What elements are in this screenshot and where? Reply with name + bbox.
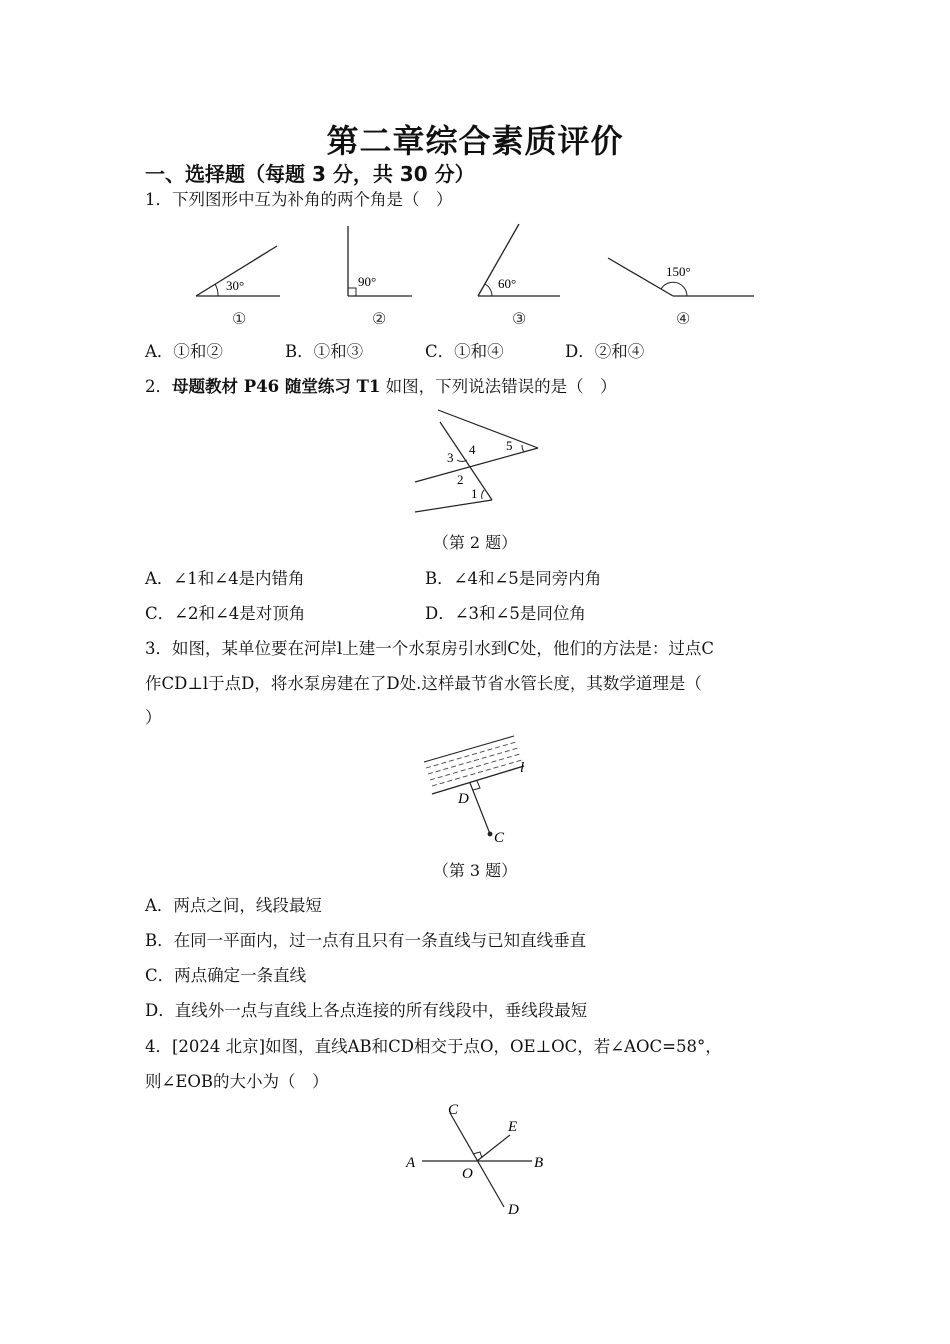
angle-60-figure [478, 224, 560, 328]
page-title: 第二章综合素质评价 [326, 122, 624, 160]
angle-90-figure [348, 226, 412, 328]
figure-num-2: ② [372, 311, 387, 328]
q1-option-a: A．①和② [145, 342, 223, 361]
label-b: B [534, 1155, 544, 1171]
q3-stem-line1: 3．如图，某单位要在河岸l上建一个水泵房引水到C处，他们的方法是：过点C [145, 639, 715, 658]
q3-option-d: D．直线外一点与直线上各点连接的所有线段中，垂线段最短 [145, 1001, 588, 1020]
q1-option-c: C．①和④ [425, 342, 504, 361]
section-heading: 一、选择题（每题 3 分，共 30 分） [145, 162, 475, 186]
angle-30-figure [196, 246, 280, 328]
q1-stem: 1．下列图形中互为补角的两个角是（ ） [145, 190, 453, 209]
q3-option-a: A．两点之间，线段最短 [145, 896, 322, 915]
q3-figure [418, 730, 538, 848]
angle-label-4: 4 [469, 442, 476, 457]
q3-option-b: B．在同一平面内，过一点有且只有一条直线与已知直线垂直 [145, 931, 587, 950]
q2-number: 2． [145, 377, 172, 396]
q3-stem-line2: 作CD⊥l于点D，将水泵房建在了D处.这样最节省水管长度，其数学道理是（ [145, 674, 702, 693]
figure-num-3: ③ [512, 311, 527, 328]
figure-num-1: ① [232, 311, 247, 328]
label-e: E [508, 1119, 518, 1135]
q2-option-c: C．∠2和∠4是对顶角 [145, 604, 306, 623]
q3-caption: （第 3 题） [432, 861, 518, 880]
q2-question: 如图，下列说法错误的是（ ） [380, 377, 617, 396]
q1-option-b: B．①和③ [285, 342, 364, 361]
label-60: 60° [498, 276, 517, 291]
q3-stem-line3: ） [145, 708, 162, 727]
label-d: D [508, 1202, 519, 1218]
angle-label-5: 5 [506, 438, 513, 453]
label-l: l [520, 760, 525, 776]
label-150: 150° [666, 264, 691, 279]
label-c: C [494, 830, 505, 846]
q2-option-d: D．∠3和∠5是同位角 [425, 604, 586, 623]
label-30: 30° [226, 278, 245, 293]
label-a: A [406, 1155, 416, 1171]
angle-label-1: 1 [471, 486, 478, 501]
q2-caption: （第 2 题） [432, 533, 518, 552]
label-d: D [458, 791, 469, 807]
q4-stem-line2: 则∠EOB的大小为（ ） [145, 1072, 329, 1091]
label-o: O [462, 1166, 473, 1182]
q4-figure [400, 1095, 560, 1223]
q3-option-c: C．两点确定一条直线 [145, 966, 307, 985]
label-c: C [448, 1102, 459, 1118]
label-90: 90° [358, 274, 377, 289]
angle-150-figure [608, 258, 754, 328]
figure-num-4: ④ [676, 311, 691, 328]
q4-stem-line1: 4．[2024 北京]如图，直线AB和CD相交于点O，OE⊥OC，若∠AOC=58°， [145, 1037, 722, 1056]
q2-source: 母题教材 P46 随堂练习 T1 [172, 377, 381, 396]
q1-figure [180, 218, 780, 330]
angle-label-3: 3 [447, 450, 454, 465]
q2-option-a: A．∠1和∠4是内错角 [145, 569, 305, 588]
q2-stem [145, 373, 617, 397]
angle-label-2: 2 [457, 472, 464, 487]
q2-option-b: B．∠4和∠5是同旁内角 [425, 569, 602, 588]
q1-option-d: D．②和④ [565, 342, 645, 361]
q2-figure [410, 400, 550, 522]
